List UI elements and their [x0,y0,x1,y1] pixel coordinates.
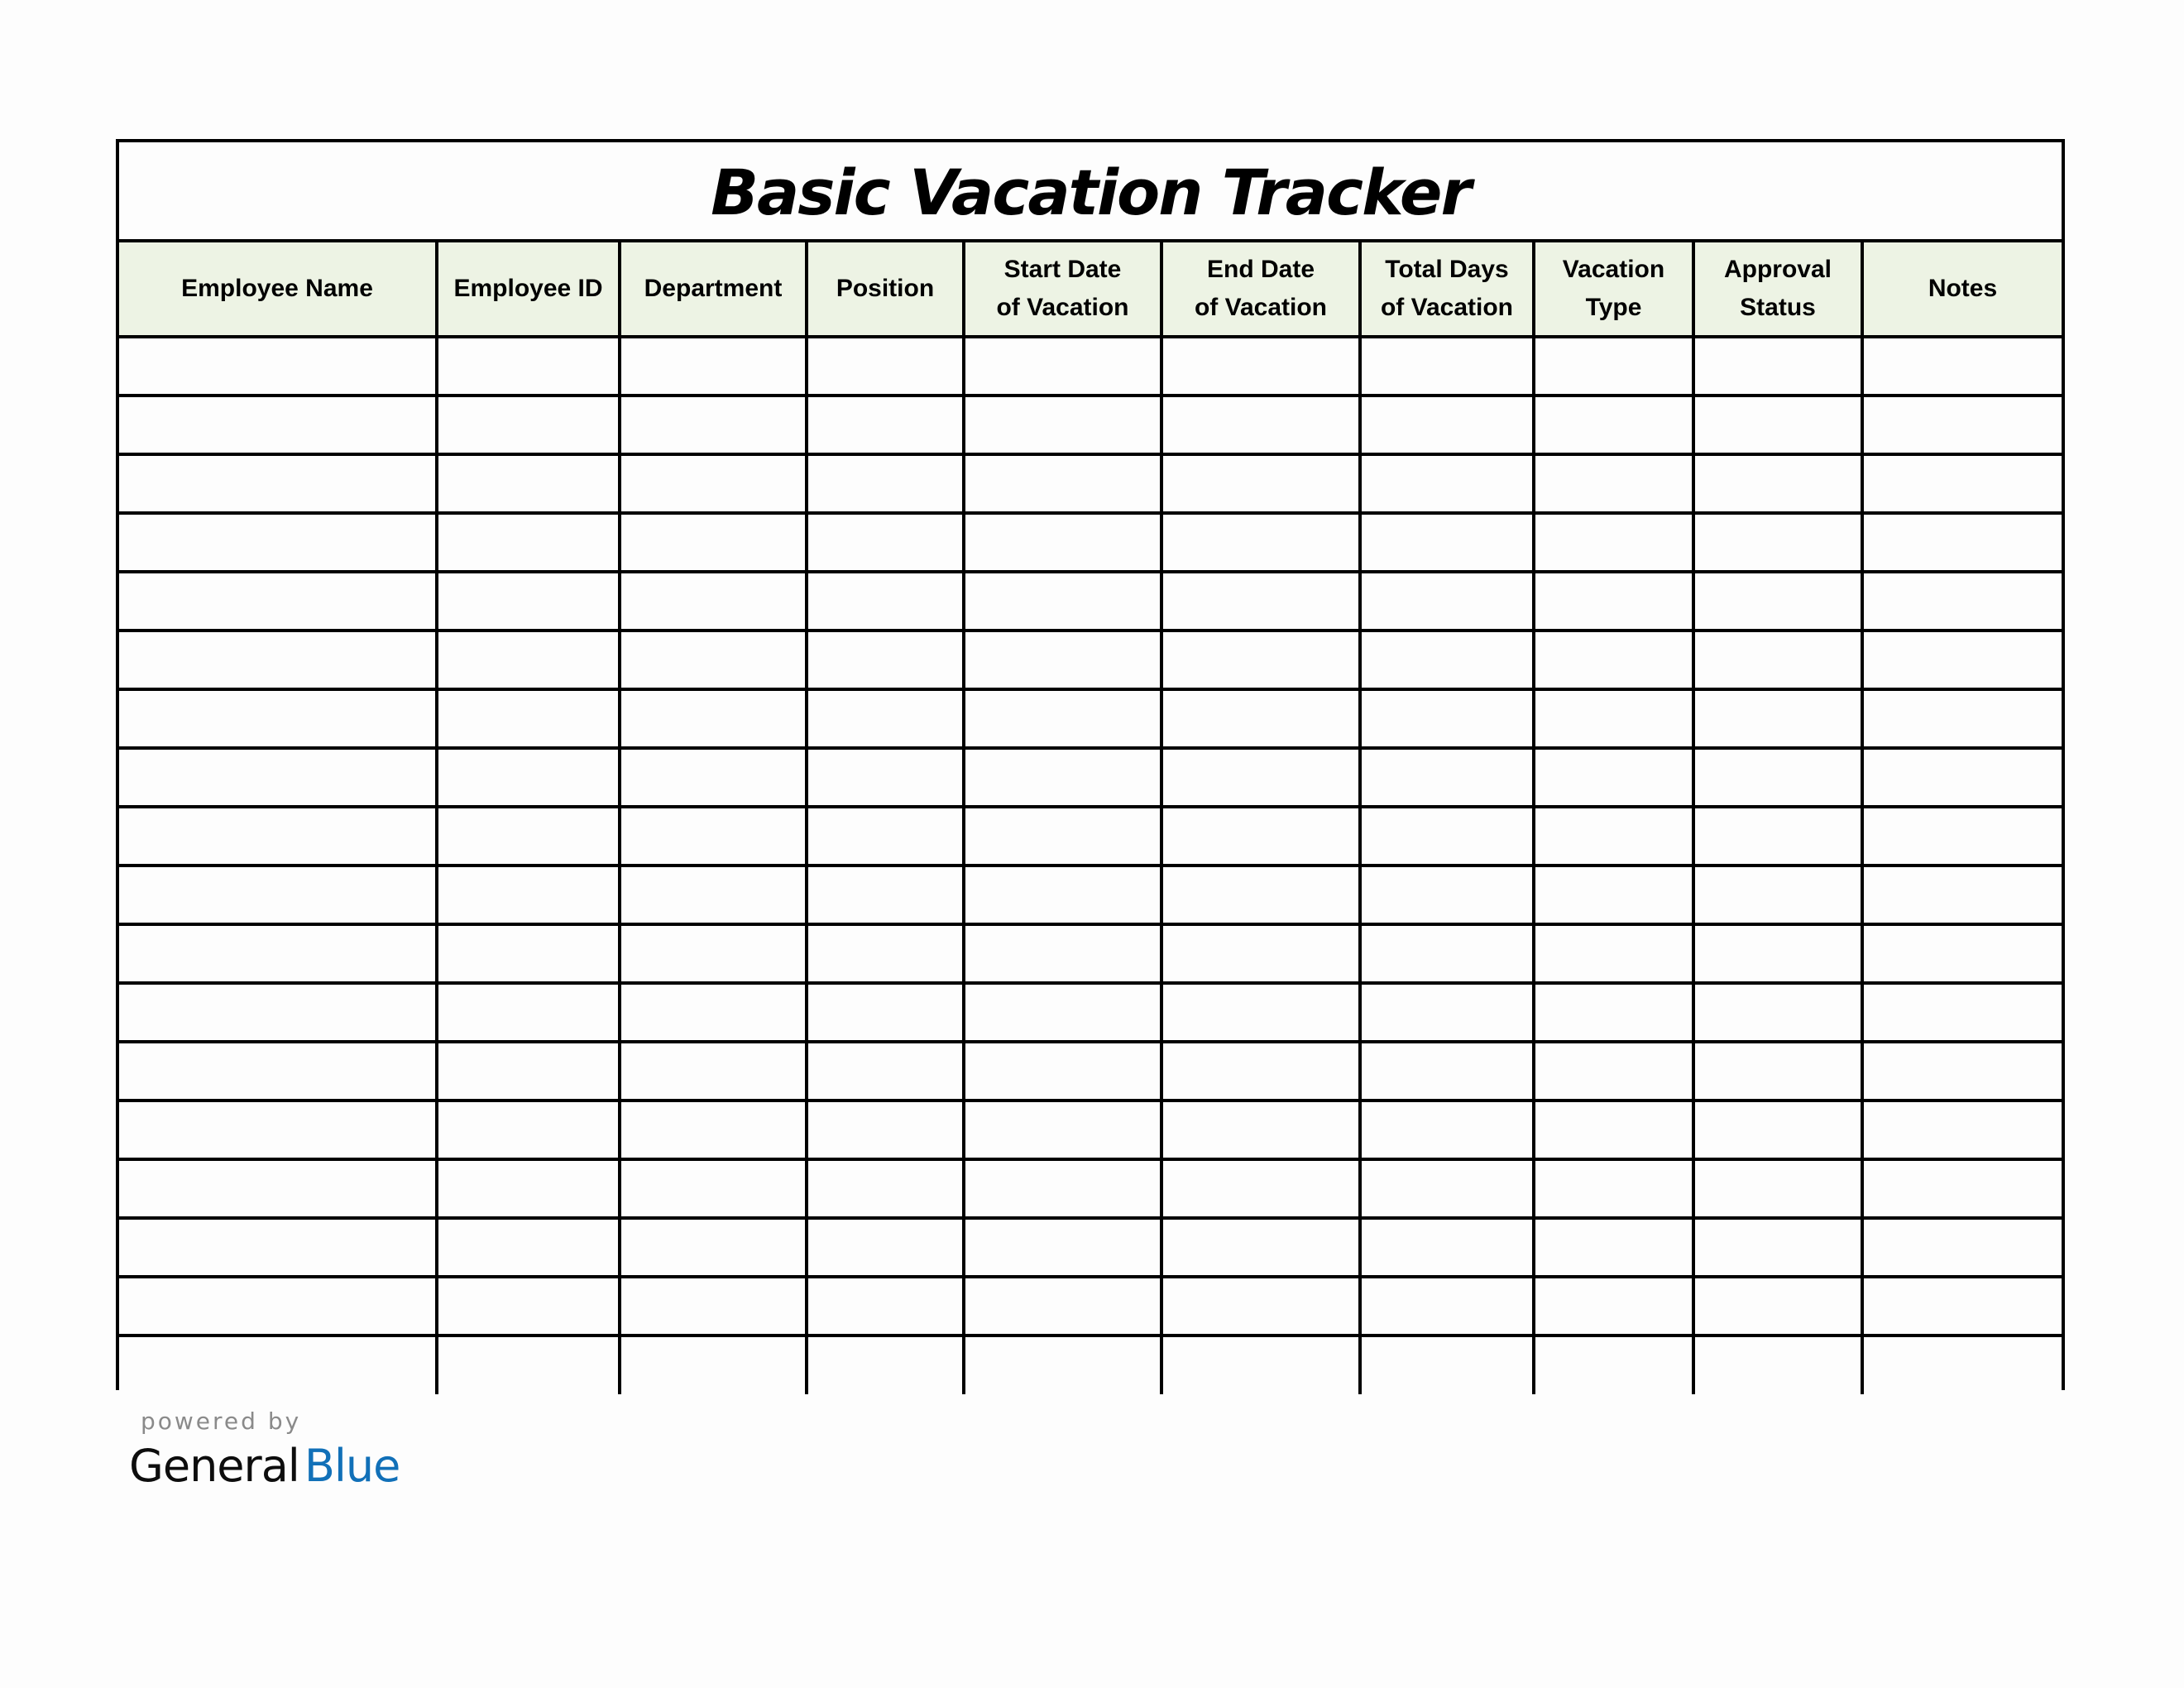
table-cell[interactable] [1360,1159,1534,1218]
table-cell[interactable] [1360,572,1534,631]
table-row [119,866,2062,924]
table-cell[interactable] [1693,689,1862,748]
table-cell[interactable] [620,396,807,454]
table-row [119,1218,2062,1277]
table-cell[interactable] [620,1042,807,1101]
table-cell[interactable] [964,1101,1161,1159]
table-cell[interactable] [437,1336,620,1394]
table-cell[interactable] [1360,396,1534,454]
column-header-label: Status [1740,294,1816,321]
table-cell[interactable] [1693,572,1862,631]
column-header-label: of Vacation [1380,294,1514,321]
table-cell[interactable] [1693,748,1862,807]
table-cell[interactable] [437,631,620,689]
generalblue-branding [129,1407,400,1493]
column-header-label: Approval [1723,256,1832,283]
table-cell[interactable] [1360,748,1534,807]
column-header-total-days-of-vacation [1360,242,1534,337]
table-cell[interactable] [1693,1101,1862,1159]
table-row [119,337,2062,396]
table-cell[interactable] [1693,807,1862,866]
column-header-label: of Vacation [1194,294,1328,321]
table-cell[interactable] [1862,513,2062,572]
column-header-start-date-of-vacation [964,242,1161,337]
table-cell[interactable] [620,807,807,866]
table-cell[interactable] [1862,572,2062,631]
table-cell[interactable] [964,924,1161,983]
table-cell[interactable] [1360,337,1534,396]
table-cell[interactable] [1161,1101,1360,1159]
table-cell[interactable] [1534,1277,1693,1336]
column-header-label: Employee ID [453,275,603,302]
table-cell[interactable] [1534,1101,1693,1159]
table-cell[interactable] [1161,1277,1360,1336]
table-cell[interactable] [437,1042,620,1101]
table-cell[interactable] [119,807,437,866]
table-cell[interactable] [807,1042,964,1101]
table-cell[interactable] [119,337,437,396]
table-cell[interactable] [1534,748,1693,807]
table-cell[interactable] [1693,337,1862,396]
table-cell[interactable] [1534,983,1693,1042]
table-cell[interactable] [437,689,620,748]
table-cell[interactable] [1161,748,1360,807]
column-header-label: Position [836,275,935,302]
table-cell[interactable] [437,924,620,983]
table-cell[interactable] [620,689,807,748]
vacation-table [119,242,2062,1394]
table-row [119,572,2062,631]
table-cell[interactable] [807,689,964,748]
table-cell[interactable] [1534,513,1693,572]
table-cell[interactable] [1161,513,1360,572]
table-cell[interactable] [620,337,807,396]
table-cell[interactable] [1693,983,1862,1042]
column-header-employee-name [119,242,437,337]
table-cell[interactable] [807,1218,964,1277]
table-cell[interactable] [807,1277,964,1336]
column-header-end-date-of-vacation [1161,242,1360,337]
table-cell[interactable] [807,807,964,866]
table-cell[interactable] [964,1159,1161,1218]
table-cell[interactable] [119,1042,437,1101]
table-cell[interactable] [437,983,620,1042]
table-cell[interactable] [119,1218,437,1277]
table-row [119,631,2062,689]
logo-text-blue: Blue [304,1440,400,1492]
table-row [119,1277,2062,1336]
table-cell[interactable] [620,1218,807,1277]
table-cell[interactable] [964,983,1161,1042]
table-row [119,748,2062,807]
table-cell[interactable] [620,1159,807,1218]
table-cell[interactable] [1534,866,1693,924]
table-cell[interactable] [437,748,620,807]
generalblue-logo[interactable] [129,1440,400,1493]
table-cell[interactable] [807,983,964,1042]
table-cell[interactable] [1862,1336,2062,1394]
table-cell[interactable] [1862,807,2062,866]
table-row [119,689,2062,748]
page-title: Basic Vacation Tracker [711,155,1470,229]
table-cell[interactable] [807,748,964,807]
table-cell[interactable] [1360,1277,1534,1336]
table-cell[interactable] [1161,1159,1360,1218]
table-cell[interactable] [1693,454,1862,513]
table-cell[interactable] [119,1159,437,1218]
table-cell[interactable] [1534,807,1693,866]
table-cell[interactable] [119,1277,437,1336]
table-cell[interactable] [1534,1336,1693,1394]
table-cell[interactable] [807,924,964,983]
table-cell[interactable] [964,337,1161,396]
column-header-label: Department [644,275,783,302]
powered-by-label: powered by [141,1407,302,1435]
table-cell[interactable] [964,689,1161,748]
table-cell[interactable] [119,396,437,454]
table-cell[interactable] [620,454,807,513]
table-cell[interactable] [1862,396,2062,454]
table-cell[interactable] [1360,807,1534,866]
table-cell[interactable] [1862,1101,2062,1159]
table-header-row [119,242,2062,337]
table-cell[interactable] [964,866,1161,924]
vacation-tracker-sheet [116,139,2065,1390]
table-cell[interactable] [964,807,1161,866]
table-cell[interactable] [807,454,964,513]
table-cell[interactable] [964,396,1161,454]
table-cell[interactable] [620,866,807,924]
table-cell[interactable] [807,1101,964,1159]
table-cell[interactable] [1360,1101,1534,1159]
table-cell[interactable] [964,513,1161,572]
table-cell[interactable] [1161,454,1360,513]
table-cell[interactable] [1360,866,1534,924]
table-cell[interactable] [1161,631,1360,689]
table-row [119,454,2062,513]
table-cell[interactable] [1693,1042,1862,1101]
column-header-label: Start Date [1003,256,1122,283]
column-header-label: Notes [1928,275,1998,302]
table-cell[interactable] [437,866,620,924]
table-cell[interactable] [1862,1277,2062,1336]
table-cell[interactable] [1862,748,2062,807]
table-cell[interactable] [437,396,620,454]
table-cell[interactable] [1534,1042,1693,1101]
table-cell[interactable] [437,1101,620,1159]
table-cell[interactable] [964,572,1161,631]
table-cell[interactable] [1693,924,1862,983]
table-cell[interactable] [807,1159,964,1218]
table-cell[interactable] [1693,1159,1862,1218]
table-cell[interactable] [964,1336,1161,1394]
column-header-notes [1862,242,2062,337]
table-cell[interactable] [620,1336,807,1394]
table-row [119,807,2062,866]
table-row [119,983,2062,1042]
table-row [119,924,2062,983]
column-header-label: Type [1585,294,1642,321]
table-cell[interactable] [1534,396,1693,454]
table-cell[interactable] [1862,689,2062,748]
column-header-label: of Vacation [996,294,1129,321]
table-row [119,1336,2062,1394]
table-body [119,337,2062,1394]
column-header-position [807,242,964,337]
table-cell[interactable] [1360,631,1534,689]
table-cell[interactable] [1360,1336,1534,1394]
table-cell[interactable] [1161,866,1360,924]
table-cell[interactable] [1534,924,1693,983]
table-cell[interactable] [1534,1218,1693,1277]
table-cell[interactable] [1862,1042,2062,1101]
table-cell[interactable] [119,924,437,983]
table-cell[interactable] [437,513,620,572]
table-cell[interactable] [620,748,807,807]
table-row [119,513,2062,572]
column-header-label: Vacation [1562,256,1665,283]
table-cell[interactable] [1360,1042,1534,1101]
table-row [119,1042,2062,1101]
column-header-vacation-type [1534,242,1693,337]
table-cell[interactable] [620,983,807,1042]
column-header-approval-status [1693,242,1862,337]
table-cell[interactable] [1161,924,1360,983]
table-cell[interactable] [119,1336,437,1394]
table-cell[interactable] [1360,513,1534,572]
table-cell[interactable] [119,513,437,572]
table-cell[interactable] [964,1218,1161,1277]
table-cell[interactable] [119,748,437,807]
table-cell[interactable] [1534,631,1693,689]
table-cell[interactable] [1862,866,2062,924]
table-cell[interactable] [1360,1218,1534,1277]
logo-text-general: General [129,1440,299,1492]
table-cell[interactable] [1161,983,1360,1042]
table-cell[interactable] [620,631,807,689]
column-header-employee-id [437,242,620,337]
table-cell[interactable] [1161,689,1360,748]
table-cell[interactable] [437,1218,620,1277]
table-cell[interactable] [1534,689,1693,748]
table-cell[interactable] [620,924,807,983]
column-header-label: End Date [1206,256,1315,283]
table-row [119,1101,2062,1159]
table-cell[interactable] [964,1042,1161,1101]
table-cell[interactable] [1161,1042,1360,1101]
table-cell[interactable] [437,1277,620,1336]
table-cell[interactable] [964,748,1161,807]
table-cell[interactable] [437,337,620,396]
table-cell[interactable] [964,454,1161,513]
table-cell[interactable] [119,631,437,689]
column-header-label: Employee Name [181,275,373,302]
table-cell[interactable] [964,631,1161,689]
table-cell[interactable] [1161,396,1360,454]
table-row [119,1159,2062,1218]
table-cell[interactable] [1862,1218,2062,1277]
table-cell[interactable] [1693,1336,1862,1394]
table-cell[interactable] [1161,1218,1360,1277]
table-cell[interactable] [1862,337,2062,396]
table-cell[interactable] [1862,924,2062,983]
table-cell[interactable] [807,631,964,689]
table-cell[interactable] [1862,631,2062,689]
column-header-department [620,242,807,337]
table-cell[interactable] [1534,572,1693,631]
table-cell[interactable] [437,454,620,513]
table-cell[interactable] [1693,631,1862,689]
table-cell[interactable] [119,866,437,924]
table-cell[interactable] [119,983,437,1042]
table-cell[interactable] [1862,1159,2062,1218]
table-cell[interactable] [807,866,964,924]
table-cell[interactable] [807,572,964,631]
table-cell[interactable] [964,1277,1161,1336]
table-cell[interactable] [1161,337,1360,396]
table-cell[interactable] [620,1101,807,1159]
table-cell[interactable] [1693,866,1862,924]
table-cell[interactable] [1534,454,1693,513]
column-header-label: Total Days [1385,256,1509,283]
table-cell[interactable] [1360,983,1534,1042]
table-cell[interactable] [119,1101,437,1159]
table-cell[interactable] [1693,513,1862,572]
table-cell[interactable] [1534,337,1693,396]
table-cell[interactable] [807,396,964,454]
table-cell[interactable] [807,1336,964,1394]
table-cell[interactable] [1161,807,1360,866]
table-row [119,396,2062,454]
table-cell[interactable] [1360,454,1534,513]
table-cell[interactable] [1534,1159,1693,1218]
title-row [119,142,2062,242]
table-cell[interactable] [119,454,437,513]
table-cell[interactable] [1693,396,1862,454]
table-cell[interactable] [1862,983,2062,1042]
table-cell[interactable] [119,572,437,631]
table-cell[interactable] [807,513,964,572]
table-cell[interactable] [620,1277,807,1336]
table-cell[interactable] [119,689,437,748]
table-cell[interactable] [1161,1336,1360,1394]
table-cell[interactable] [437,807,620,866]
table-cell[interactable] [1693,1277,1862,1336]
table-cell[interactable] [620,513,807,572]
table-cell[interactable] [1360,924,1534,983]
table-cell[interactable] [620,572,807,631]
table-cell[interactable] [437,1159,620,1218]
table-cell[interactable] [1161,572,1360,631]
table-cell[interactable] [1360,689,1534,748]
table-cell[interactable] [437,572,620,631]
table-cell[interactable] [1862,454,2062,513]
table-cell[interactable] [1693,1218,1862,1277]
table-cell[interactable] [807,337,964,396]
